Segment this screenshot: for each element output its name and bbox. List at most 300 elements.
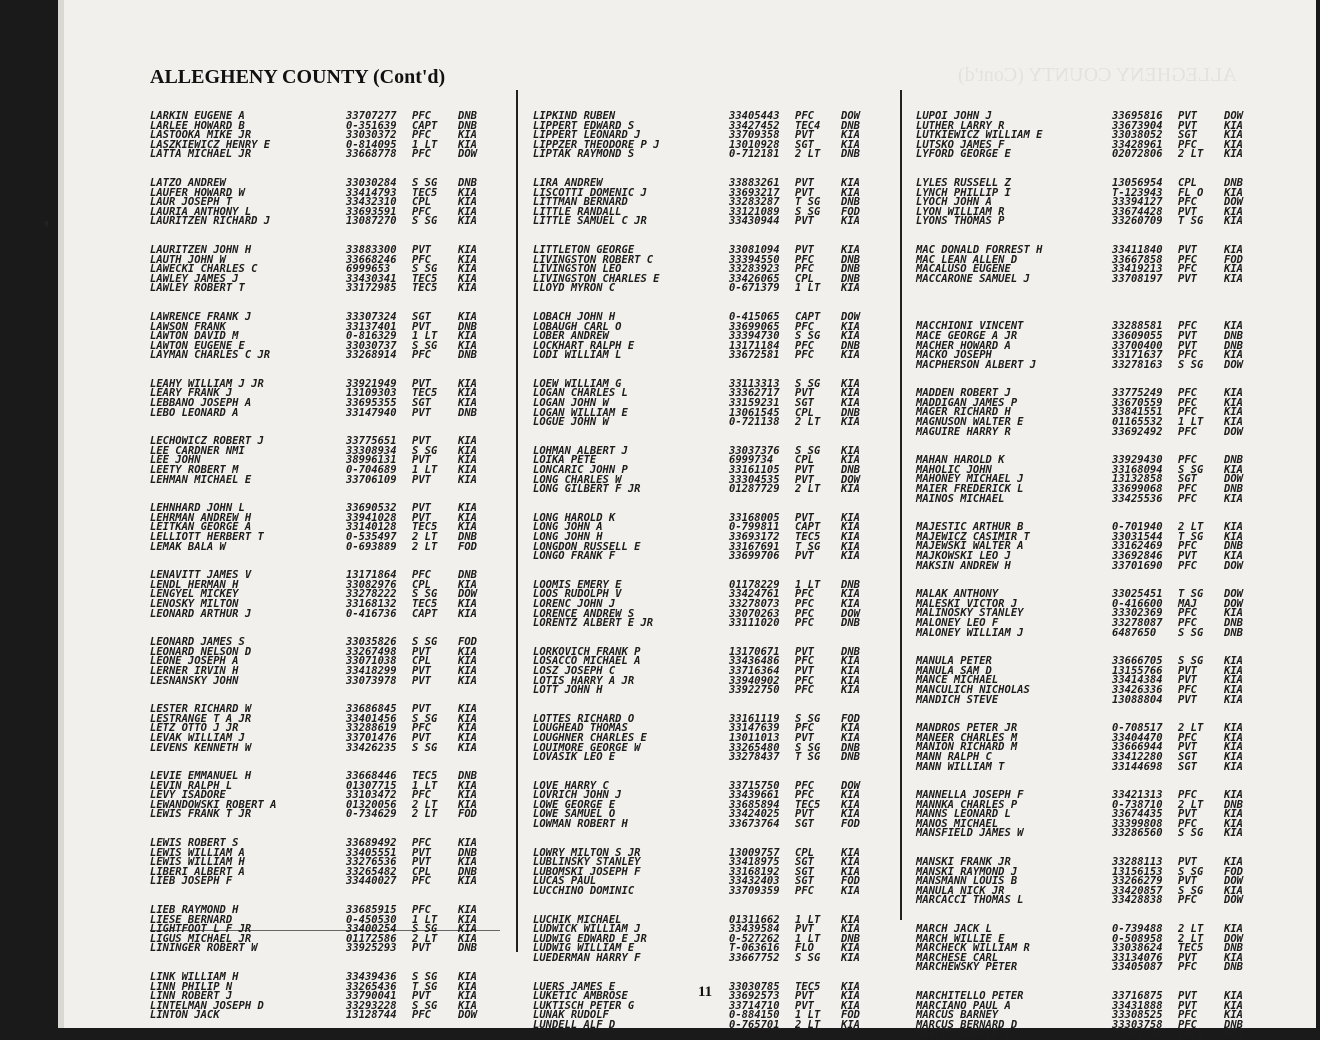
- entry-status: DNB: [841, 272, 860, 285]
- entry-rank: TEC4: [795, 119, 821, 132]
- entry-status: KIA: [458, 837, 477, 850]
- entry-name: LEWIS WILLIAM A: [150, 846, 245, 859]
- entry-status: DOW: [1224, 875, 1243, 888]
- entry-status: DNB: [458, 531, 477, 543]
- roster-entry: [150, 217, 510, 227]
- entry-name: MARCH WILLIE E: [916, 932, 1005, 945]
- entry-name: LESTRANGE T A JR: [150, 712, 252, 725]
- entry-serial-number: 0-712181: [729, 148, 780, 161]
- entry-name: LYONS THOMAS P: [916, 215, 1005, 228]
- entry-status: KIA: [841, 789, 860, 802]
- entry-status: KIA: [458, 138, 477, 151]
- entry-serial-number: 33288113: [1112, 856, 1163, 869]
- entry-name: LYFORD GEORGE E: [916, 148, 1011, 161]
- entry-serial-number: 02072806: [1112, 148, 1163, 161]
- entry-name: LOUGHNER CHARLES E: [533, 731, 647, 744]
- entry-serial-number: 0-704689: [346, 464, 397, 477]
- entry-rank: SGT: [1178, 750, 1197, 763]
- entry-status: DNB: [1224, 942, 1243, 955]
- entry-status: KIA: [1224, 521, 1243, 534]
- entry-rank: S SG: [412, 999, 438, 1012]
- entry-rank: PFC: [1178, 1018, 1197, 1031]
- entry-name: MANN WILLIAM T: [916, 760, 1005, 773]
- entry-serial-number: 33421313: [1112, 789, 1163, 802]
- entry-rank: PFC: [1178, 616, 1197, 629]
- entry-name: LIEB RAYMOND H: [150, 904, 239, 917]
- entry-name: LUKTISCH PETER G: [533, 999, 635, 1012]
- group-spacer: [533, 897, 893, 916]
- entry-status: KIA: [458, 435, 477, 448]
- entry-rank: 1 LT: [795, 913, 821, 926]
- entry-status: KIA: [458, 339, 477, 352]
- entry-rank: SGT: [1178, 129, 1197, 142]
- entry-status: KIA: [1224, 463, 1243, 476]
- entry-status: KIA: [1224, 741, 1243, 754]
- entry-status: KIA: [458, 731, 477, 744]
- entry-serial-number: 33303758: [1112, 1018, 1163, 1031]
- column-divider-2: [900, 90, 902, 920]
- entry-rank: PVT: [412, 454, 431, 467]
- entry-serial-number: 33288619: [346, 722, 397, 735]
- entry-status: DNB: [458, 320, 477, 333]
- entry-status: KIA: [841, 282, 860, 295]
- entry-serial-number: 13170671: [729, 645, 780, 658]
- entry-serial-number: 33695355: [346, 397, 397, 410]
- entry-serial-number: 33674428: [1112, 205, 1163, 218]
- entry-rank: PVT: [1178, 550, 1197, 562]
- entry-rank: PVT: [412, 502, 431, 515]
- entry-name: LONG JOHN A: [533, 521, 603, 534]
- entry-name: LOHMAN ALBERT J: [533, 444, 628, 457]
- roster-entry: [533, 284, 893, 294]
- entry-status: KIA: [841, 856, 860, 869]
- entry-serial-number: 33716364: [729, 664, 780, 677]
- entry-name: MANION RICHARD M: [916, 741, 1018, 754]
- entry-serial-number: 33428838: [1112, 894, 1163, 907]
- entry-name: LEHMAN MICHAEL E: [150, 473, 252, 486]
- entry-serial-number: 13155766: [1112, 664, 1163, 677]
- entry-serial-number: 33168132: [346, 597, 397, 610]
- entry-status: DNB: [1224, 1018, 1243, 1031]
- entry-status: DNB: [1224, 339, 1243, 352]
- entry-rank: CPL: [412, 865, 431, 878]
- entry-serial-number: 33706109: [346, 473, 397, 486]
- entry-status: KIA: [841, 1018, 860, 1031]
- entry-name: MARCHEWSKY PETER: [916, 961, 1018, 974]
- entry-serial-number: 13171184: [729, 339, 780, 352]
- entry-name: LININGER ROBERT W: [150, 942, 258, 955]
- entry-name: MAC DONALD FORREST H: [916, 243, 1043, 256]
- entry-rank: PVT: [412, 435, 431, 448]
- entry-status: KIA: [841, 655, 860, 668]
- entry-rank: 2 LT: [1178, 722, 1204, 735]
- entry-name: MARCUS BARNEY: [916, 1009, 999, 1022]
- entry-rank: T SG: [1178, 530, 1204, 543]
- entry-name: LUNAK RUDOLF: [533, 1009, 609, 1022]
- entry-rank: PFC: [1178, 492, 1197, 505]
- roster-entry: [533, 351, 893, 361]
- entry-name: LUDWICK WILLIAM J: [533, 923, 641, 936]
- entry-serial-number: 33430944: [729, 215, 780, 228]
- entry-name: LAYMAN CHARLES C JR: [150, 349, 271, 362]
- entry-serial-number: 33278087: [1112, 616, 1163, 629]
- entry-serial-number: 33420857: [1112, 884, 1163, 897]
- entry-serial-number: 33405551: [346, 846, 397, 859]
- entry-status: DNB: [458, 569, 477, 582]
- entry-status: KIA: [1224, 674, 1243, 687]
- entry-rank: T SG: [412, 980, 438, 993]
- entry-name: LUKETIC AMBROSE: [533, 990, 628, 1003]
- entry-status: KIA: [1224, 396, 1243, 409]
- entry-rank: PFC: [412, 569, 431, 582]
- group-spacer: [533, 830, 893, 849]
- entry-serial-number: 6999653: [346, 263, 391, 276]
- entry-name: MANULA PETER: [916, 655, 992, 668]
- entry-name: MANSKI FRANK JR: [916, 856, 1011, 869]
- entry-serial-number: 33709358: [729, 129, 780, 142]
- entry-rank: MAJ: [1178, 597, 1197, 610]
- entry-rank: FLO: [795, 942, 814, 955]
- entry-name: MARCACCI THOMAS L: [916, 894, 1024, 907]
- entry-serial-number: 33921949: [346, 377, 397, 390]
- entry-rank: PVT: [795, 387, 814, 400]
- margin-mark: ❜: [44, 220, 50, 237]
- entry-status: KIA: [1224, 789, 1243, 802]
- entry-rank: PFC: [1178, 196, 1197, 209]
- entry-name: LAURIA ANTHONY L: [150, 205, 252, 218]
- entry-rank: PFC: [795, 674, 814, 687]
- entry-name: LUTKIEWICZ WILLIAM E: [916, 129, 1043, 142]
- entry-serial-number: 33430341: [346, 272, 397, 285]
- entry-serial-number: 33140128: [346, 521, 397, 534]
- entry-rank: PFC: [412, 129, 431, 142]
- entry-name: LOGAN WILLIAM E: [533, 406, 628, 419]
- entry-status: FOD: [841, 1009, 860, 1022]
- entry-name: MANCE MICHAEL: [916, 674, 999, 687]
- entry-serial-number: 13109303: [346, 387, 397, 400]
- entry-status: KIA: [458, 377, 477, 390]
- entry-status: DNB: [1224, 483, 1243, 496]
- entry-serial-number: 33672581: [729, 349, 780, 362]
- entry-name: LOBER ANDREW: [533, 330, 609, 343]
- entry-name: LONG CHARLES W: [533, 473, 622, 486]
- group-spacer: [533, 495, 893, 514]
- entry-status: KIA: [458, 741, 477, 754]
- entry-rank: S SG: [795, 741, 821, 754]
- entry-rank: PFC: [1178, 961, 1197, 974]
- entry-status: KIA: [458, 511, 477, 524]
- entry-serial-number: 33404470: [1112, 731, 1163, 744]
- entry-rank: SGT: [795, 865, 814, 878]
- entry-status: KIA: [458, 798, 477, 811]
- entry-rank: PFC: [1178, 253, 1197, 266]
- entry-serial-number: 33030737: [346, 339, 397, 352]
- entry-rank: PVT: [795, 129, 814, 142]
- entry-serial-number: 33940902: [729, 674, 780, 687]
- entry-serial-number: 0-535497: [346, 531, 397, 543]
- entry-status: KIA: [841, 186, 860, 199]
- entry-rank: 2 LT: [795, 148, 821, 161]
- entry-name: LEBO LEONARD A: [150, 406, 239, 419]
- entry-name: MARCHITELLO PETER: [916, 990, 1024, 1002]
- entry-rank: PFC: [412, 1009, 431, 1022]
- entry-rank: TEC5: [795, 980, 821, 993]
- entry-name: LIPTAK RAYMOND S: [533, 148, 635, 161]
- entry-name: MALONEY LEO F: [916, 616, 999, 629]
- entry-rank: PFC: [795, 722, 814, 735]
- entry-status: FOD: [841, 205, 860, 218]
- entry-rank: 2 LT: [412, 540, 438, 553]
- entry-rank: CAPT: [412, 607, 438, 620]
- entry-status: KIA: [458, 578, 477, 591]
- entry-status: DNB: [458, 349, 477, 362]
- entry-serial-number: 33674435: [1112, 808, 1163, 821]
- roster-entry: [150, 351, 510, 361]
- entry-status: KIA: [841, 511, 860, 524]
- entry-name: MARCHECK WILLIAM R: [916, 942, 1030, 955]
- entry-status: KIA: [841, 588, 860, 601]
- entry-name: LOWE GEORGE E: [533, 798, 616, 811]
- entry-serial-number: 33081094: [729, 243, 780, 256]
- entry-status: DNB: [841, 464, 860, 477]
- entry-rank: PVT: [795, 731, 814, 744]
- entry-name: MANNS LEONARD L: [916, 808, 1011, 821]
- entry-serial-number: 33082976: [346, 578, 397, 591]
- entry-status: KIA: [1224, 349, 1243, 362]
- entry-name: LIPPERT LEONARD J: [533, 129, 641, 142]
- entry-name: LEHNHARD JOHN L: [150, 502, 245, 515]
- entry-status: KIA: [841, 980, 860, 993]
- entry-name: LINTON JACK: [150, 1009, 220, 1022]
- entry-serial-number: 33394730: [729, 330, 780, 343]
- entry-name: LOWRY MILTON S JR: [533, 846, 641, 859]
- entry-status: KIA: [841, 674, 860, 687]
- entry-rank: PVT: [795, 999, 814, 1012]
- entry-rank: PVT: [795, 923, 814, 936]
- entry-name: MARCUS HAROLD F: [916, 1028, 1011, 1040]
- entry-status: KIA: [841, 129, 860, 142]
- entry-rank: PFC: [1178, 607, 1197, 620]
- entry-rank: 2 LT: [412, 798, 438, 811]
- entry-name: MAGNUSON WALTER E: [916, 416, 1024, 429]
- entry-rank: PFC: [412, 722, 431, 735]
- entry-name: LONG JOHN H: [533, 531, 603, 543]
- entry-rank: S SG: [795, 444, 821, 457]
- entry-serial-number: 01320056: [346, 798, 397, 811]
- entry-serial-number: 33265480: [729, 741, 780, 754]
- entry-rank: TEC5: [412, 272, 438, 285]
- entry-serial-number: 33692573: [729, 990, 780, 1003]
- entry-rank: PVT: [412, 320, 431, 333]
- entry-serial-number: 33692492: [1112, 425, 1163, 438]
- entry-status: KIA: [1224, 664, 1243, 677]
- entry-name: LOUGHEAD THOMAS: [533, 722, 628, 735]
- entry-status: DOW: [841, 473, 860, 486]
- roster-entry: [533, 150, 893, 160]
- entry-serial-number: 0-799811: [729, 521, 780, 534]
- entry-rank: 2 LT: [1178, 923, 1204, 936]
- entry-name: LEWIS WILLIAM H: [150, 856, 245, 869]
- entry-serial-number: 0-416600: [1112, 597, 1163, 610]
- entry-status: KIA: [841, 521, 860, 534]
- entry-rank: PVT: [795, 664, 814, 677]
- entry-serial-number: 33035826: [346, 636, 397, 649]
- entry-rank: TEC5: [412, 186, 438, 199]
- entry-rank: PVT: [795, 645, 814, 658]
- entry-name: MANNELLA JOSEPH F: [916, 789, 1024, 802]
- entry-name: LEE JOHN: [150, 454, 201, 467]
- entry-name: LYOCH JOHN A: [916, 196, 992, 209]
- entry-name: LOTT JOHN H: [533, 684, 603, 697]
- roster-entry: [533, 552, 893, 562]
- entry-status: KIA: [1224, 492, 1243, 505]
- entry-serial-number: 0-351639: [346, 119, 397, 132]
- entry-status: KIA: [1224, 550, 1243, 562]
- entry-status: DNB: [841, 751, 860, 764]
- entry-serial-number: 0-721138: [729, 416, 780, 429]
- entry-serial-number: 33167691: [729, 540, 780, 553]
- entry-status: DOW: [458, 1009, 477, 1022]
- entry-serial-number: 33307324: [346, 310, 397, 323]
- entry-name: LITTLETON GEORGE: [533, 243, 635, 256]
- bleed-through-title: ALLEGHENY COUNTY (Cont'd): [958, 64, 1237, 86]
- entry-status: KIA: [458, 913, 477, 926]
- entry-serial-number: 33701476: [346, 731, 397, 744]
- entry-rank: PFC: [412, 875, 431, 888]
- entry-status: DNB: [458, 176, 477, 189]
- entry-name: LIEB JOSEPH F: [150, 875, 233, 888]
- entry-rank: PVT: [412, 406, 431, 419]
- entry-serial-number: 33925293: [346, 942, 397, 955]
- entry-rank: PFC: [1178, 387, 1197, 400]
- entry-rank: 2 LT: [412, 932, 438, 945]
- entry-name: MALONEY WILLIAM J: [916, 626, 1024, 639]
- entry-status: KIA: [841, 349, 860, 362]
- entry-serial-number: 33267498: [346, 645, 397, 658]
- entry-rank: CPL: [412, 655, 431, 668]
- entry-name: LIRA ANDREW: [533, 176, 603, 189]
- entry-rank: PVT: [412, 243, 431, 256]
- entry-serial-number: 33668446: [346, 770, 397, 783]
- entry-serial-number: 33414793: [346, 186, 397, 199]
- entry-status: KIA: [841, 664, 860, 677]
- entry-serial-number: 33431888: [1112, 999, 1163, 1012]
- roster-entry: [150, 444, 510, 457]
- entry-rank: PFC: [795, 655, 814, 668]
- entry-rank: S SG: [412, 971, 438, 983]
- entry-status: KIA: [458, 999, 477, 1012]
- entry-serial-number: 33708197: [1112, 272, 1163, 285]
- entry-rank: TEC5: [795, 798, 821, 811]
- roster-entry: [150, 1011, 510, 1021]
- entry-status: KIA: [458, 597, 477, 610]
- entry-name: MANCULICH NICHOLAS: [916, 683, 1030, 696]
- entry-rank: PFC: [1178, 817, 1197, 830]
- entry-rank: S SG: [795, 330, 821, 343]
- entry-rank: PFC: [1178, 349, 1197, 362]
- entry-status: KIA: [1224, 951, 1243, 964]
- entry-rank: S SG: [795, 952, 821, 964]
- entry-status: KIA: [458, 655, 477, 668]
- entry-rank: PFC: [412, 837, 431, 850]
- entry-rank: S SG: [795, 712, 821, 725]
- entry-name: MANULA SAM D: [916, 664, 992, 677]
- entry-rank: PVT: [1178, 990, 1197, 1002]
- entry-status: KIA: [1224, 808, 1243, 821]
- entry-status: KIA: [1224, 607, 1243, 620]
- entry-rank: S SG: [412, 263, 438, 276]
- entry-name: LOBAUGH CARL O: [533, 320, 622, 333]
- roster-entry: [150, 607, 510, 620]
- entry-serial-number: 01165532: [1112, 416, 1163, 429]
- entry-serial-number: 13010928: [729, 138, 780, 151]
- entry-status: DNB: [841, 617, 860, 630]
- entry-status: KIA: [458, 932, 477, 945]
- entry-serial-number: 33922750: [729, 684, 780, 697]
- entry-rank: PFC: [795, 885, 814, 898]
- entry-name: LEETY ROBERT M: [150, 464, 239, 477]
- entry-name: MAGER RICHARD H: [916, 406, 1011, 419]
- roster-entry: [150, 540, 510, 553]
- group-spacer: [533, 763, 893, 782]
- entry-name: MANDROS PETER JR: [916, 722, 1018, 735]
- entry-rank: 2 LT: [1178, 798, 1204, 811]
- entry-name: MACALUSO EUGENE: [916, 263, 1011, 276]
- entry-serial-number: 33394127: [1112, 196, 1163, 209]
- entry-name: LOIKA PETE: [533, 454, 597, 467]
- entry-status: KIA: [1224, 406, 1243, 419]
- entry-rank: 2 LT: [1178, 521, 1204, 534]
- entry-name: LIGUS MICHAEL JR: [150, 932, 252, 945]
- entry-status: KIA: [458, 397, 477, 410]
- entry-rank: 2 LT: [1178, 932, 1204, 945]
- entry-name: LITTLE RANDALL: [533, 205, 622, 218]
- roster-entry: [916, 896, 1276, 906]
- entry-status: KIA: [458, 282, 477, 295]
- entry-status: DNB: [841, 406, 860, 419]
- entry-serial-number: 33308525: [1112, 1009, 1163, 1022]
- entry-name: LONGDON RUSSELL E: [533, 540, 641, 553]
- entry-status: FOD: [841, 712, 860, 725]
- entry-status: KIA: [458, 712, 477, 725]
- entry-status: DNB: [458, 119, 477, 132]
- entry-serial-number: 0-884150: [729, 1009, 780, 1022]
- entry-serial-number: 33439584: [729, 923, 780, 936]
- entry-status: KIA: [458, 875, 477, 888]
- entry-name: LUDWIG WILLIAM E: [533, 942, 635, 955]
- entry-rank: PFC: [1178, 454, 1197, 467]
- entry-serial-number: 33113313: [729, 377, 780, 390]
- entry-serial-number: 33439436: [346, 971, 397, 983]
- entry-rank: PVT: [1178, 951, 1197, 964]
- entry-rank: SGT: [795, 138, 814, 151]
- entry-serial-number: 33031544: [1112, 530, 1163, 543]
- roster-entry: [916, 626, 1276, 639]
- entry-status: KIA: [841, 999, 860, 1012]
- entry-rank: PVT: [412, 511, 431, 524]
- roster-entry: [533, 753, 893, 763]
- entry-serial-number: 33038624: [1112, 942, 1163, 955]
- roster-entry: [533, 887, 893, 897]
- entry-name: LOTIS HARRY A JR: [533, 674, 635, 687]
- entry-rank: PFC: [1178, 406, 1197, 419]
- entry-status: KIA: [1224, 129, 1243, 142]
- entry-status: DNB: [841, 645, 860, 658]
- entry-name: MAKSIN ANDREW H: [916, 559, 1011, 572]
- entry-rank: PVT: [412, 856, 431, 869]
- entry-serial-number: 01287729: [729, 483, 780, 496]
- entry-status: KIA: [841, 531, 860, 543]
